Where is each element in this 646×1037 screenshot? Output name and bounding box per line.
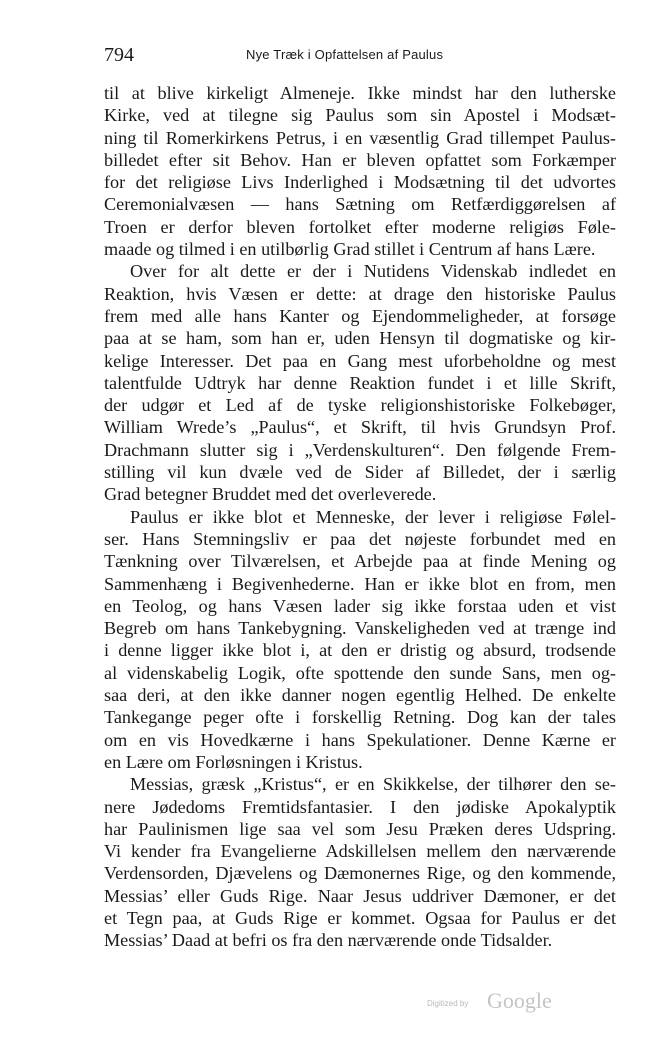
text-line: der udgør et Led af de tyske religionshistoriske Folkebøger, [104, 395, 616, 416]
text-line: William Wrede’s „Paulus“, et Skrift, til hvis Grundsyn Prof. [104, 417, 616, 438]
text-line: en Lære om Forløsningen i Kristus. [104, 751, 363, 772]
text-line: maade og tilmed i en utilbørlig Grad stillet i Centrum af hans Lære. [104, 239, 596, 260]
text-line: ser. Hans Stemningsliv er paa det nøjeste forbundet med en [104, 528, 616, 549]
paragraph-3 [104, 506, 616, 774]
paragraph-1 [104, 82, 616, 260]
text-line: ning til Romerkirkens Petrus, i en væsentlig Grad tillempet Paulus- [104, 127, 616, 148]
text-line: en Teolog, og hans Væsen lader sig ikke forstaa uden et vist [104, 595, 616, 616]
text-line: Troen er derfor bleven fortolket efter moderne religiøs Føle- [104, 216, 616, 237]
text-line: Sammenhæng i Begivenhederne. Han er ikke blot en from, men [104, 573, 616, 594]
text-line: Verdensorden, Djævelens og Dæmonernes Rige, og den kommende, [104, 863, 616, 884]
text-line: stilling vil kun dvæle ved de Sider af Billedet, der i særlig [104, 462, 616, 483]
text-line: Drachmann slutter sig i „Verdenskulturen“. Den følgende Frem- [104, 439, 616, 460]
text-line: Grad betegner Bruddet med det overleverede. [104, 484, 437, 505]
text-line: paa at se ham, som han er, uden Hensyn til dogmatiske og kir- [104, 328, 616, 349]
page-number: 794 [104, 44, 134, 66]
text-line: frem med alle hans Kanter og Ejendommeligheder, at forsøge [104, 305, 616, 326]
text-line: Reaktion, hvis Væsen er dette: at drage den historiske Paulus [104, 283, 616, 304]
text-line: Over for alt dette er der i Nutidens Videnskab indledet en [130, 261, 616, 282]
text-line: nere Jødedoms Fremtidsfantasier. I den jødiske Apokalyptik [104, 796, 616, 817]
text-line: til at blive kirkeligt Almeneje. Ikke mindst har den lutherske [104, 83, 616, 103]
text-line: Paulus er ikke blot et Menneske, der lever i religiøse Følel- [130, 506, 616, 527]
digitization-watermark [427, 988, 587, 1014]
text-line: for det religiøse Livs Inderlighed i Modsætning til det udvortes [104, 172, 616, 193]
text-line: talentfulde Udtryk har denne Reaktion fundet i et lille Skrift, [104, 372, 616, 393]
text-line: Vi kender fra Evangelierne Adskillelsen mellem den nærværende [104, 841, 616, 862]
text-line: Messias, græsk „Kristus“, er en Skikkelse, der tilhører den se- [130, 774, 616, 795]
text-line: om en vis Hovedkærne i hans Spekulationer. Denne Kærne er [104, 729, 616, 750]
text-line: kelige Interesser. Det paa en Gang mest uforbeholdne og mest [104, 350, 616, 371]
paragraph-4 [104, 773, 616, 951]
paragraph-2 [104, 260, 616, 505]
text-line: saa deri, at den ikke danner nogen egentlig Helhed. De enkelte [104, 685, 616, 706]
running-title: Nye Træk i Opfattelsen af Paulus [246, 47, 444, 62]
text-line: et Tegn paa, at Guds Rige er kommet. Ogsaa for Paulus er det [104, 907, 616, 928]
text-line: al videnskabelig Logik, ofte spottende den sunde Sans, men og- [104, 662, 616, 683]
google-logo: Google [487, 988, 552, 1013]
text-line: billedet efter sit Behov. Han er bleven opfattet som Forkæmper [104, 149, 616, 170]
text-line: Tænkning over Tilværelsen, et Arbejde paa at finde Mening og [104, 551, 616, 572]
digitized-by-label: Digitized by [427, 999, 469, 1008]
body-text [104, 82, 616, 952]
text-line: Ceremonialvæsen — hans Sætning om Retfærdiggørelsen af [104, 194, 616, 215]
text-line: i denne ligger ikke blot i, at den er dristig og absurd, trodsende [104, 640, 616, 661]
text-line: Begreb om hans Tankebygning. Vanskeligheden ved at trænge ind [104, 618, 616, 639]
text-line: Messias’ Daad at befri os fra den nærværende onde Tidsalder. [104, 930, 553, 951]
page-header [0, 40, 646, 80]
text-line: Kirke, ved at tilegne sig Paulus som sin Apostel i Modsæt- [104, 105, 616, 126]
text-line: har Paulinismen lige saa vel som Jesu Præken deres Udspring. [104, 818, 616, 839]
text-line: Tankegange peger ofte i forskellig Retning. Dog kan der tales [104, 707, 616, 728]
text-line: Messias’ eller Guds Rige. Naar Jesus uddriver Dæmoner, er det [104, 885, 616, 906]
